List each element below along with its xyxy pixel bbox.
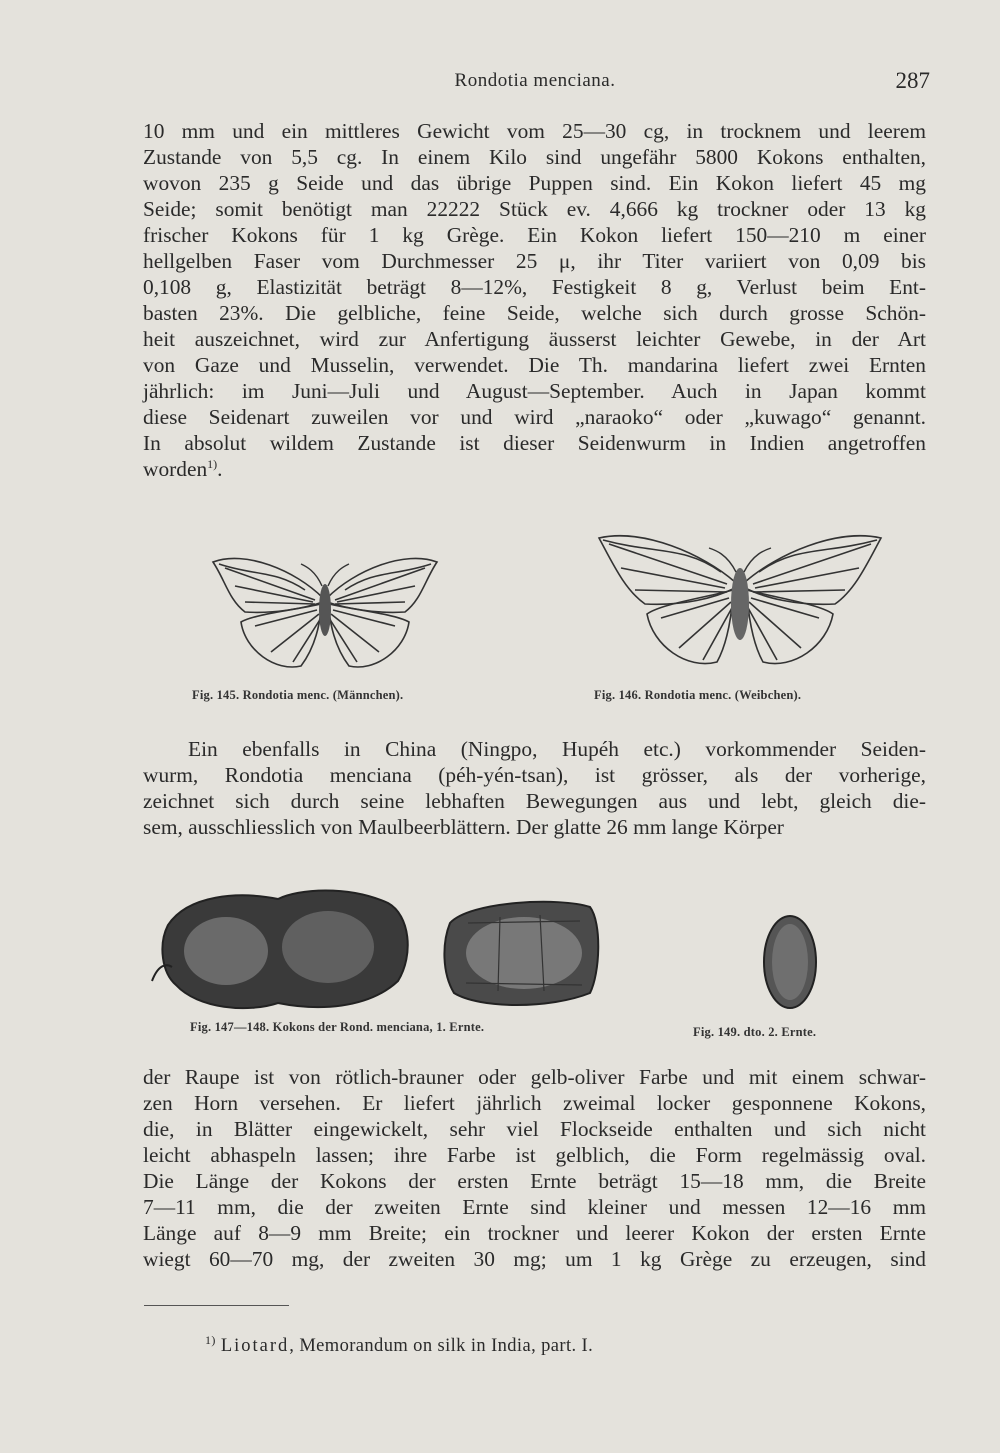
text-line: worden$^{1)}$. (143, 456, 223, 481)
running-head (140, 70, 930, 100)
text-line: 0,108 g, Elastizität beträgt 8—12%, Festigkeit 8 g, Verlust beim Ent- (143, 275, 926, 299)
text-line: diese Seidenart zuweilen vor und wird „naraoko“ oder „kuwago“ genannt. (143, 405, 926, 429)
text-line: 10 mm und ein mittleres Gewicht vom 25—30 cg, in trocknem und leerem (143, 119, 926, 143)
text-line: frischer Kokons für 1 kg Grège. Ein Kokon liefert 150—210 m einer (143, 223, 926, 247)
text-line: heit auszeichnet, wird zur Anfertigung äusserst leichter Gewebe, in der Art (143, 327, 926, 351)
text-line: zeichnet sich durch seine lebhaften Bewegungen aus und lebt, gleich die- (143, 789, 926, 813)
text-line: leicht abhaspeln lassen; ihre Farbe ist gelblich, die Form regelmässig oval. (143, 1143, 926, 1167)
paragraph-3 (143, 1064, 926, 1272)
text-line: der Raupe ist von rötlich-brauner oder gelb-oliver Farbe und mit einem schwar- (143, 1065, 926, 1089)
moth-female-illustration (595, 520, 885, 680)
text-line: Ein ebenfalls in China (Ningpo, Hupéh etc.) vorkommender Seiden- (188, 737, 926, 761)
paragraph-2 (143, 736, 926, 840)
page-number: 287 (895, 68, 930, 93)
footnote-marker: 1) (205, 1332, 216, 1347)
fig-145-caption: Fig. 145. Rondotia menc. (Männchen). (192, 688, 404, 702)
text-line: Länge auf 8—9 mm Breite; ein trockner und leerer Kokon der ersten Ernte (143, 1221, 926, 1245)
footnote-reference: 1) (207, 456, 218, 471)
text-line: sem, ausschliesslich von Maulbeerblättern. Der glatte 26 mm lange Körper (143, 815, 784, 839)
cocoon-first-harvest-illustration-b (440, 893, 605, 1013)
footnote (205, 1332, 594, 1357)
cocoon-first-harvest-illustration-a (148, 885, 418, 1015)
moth-male-illustration (205, 540, 445, 680)
text-line: von Gaze und Musselin, verwendet. Die Th. mandarina liefert zwei Ernten (143, 353, 926, 377)
running-title: Rondotia menciana. (454, 70, 616, 91)
paragraph-1 (143, 118, 926, 482)
cocoon-second-harvest-illustration (760, 912, 820, 1012)
footnote-rule (144, 1305, 289, 1306)
text-line: hellgelben Faser vom Durchmesser 25 μ, ihr Titer variiert von 0,09 bis (143, 249, 926, 273)
fig-147-148-caption: Fig. 147—148. Kokons der Rond. menciana, 1. Ernte. (190, 1020, 485, 1034)
text-line: basten 23%. Die gelbliche, feine Seide, welche sich durch grosse Schön- (143, 301, 926, 325)
footnote-author: Liotard (220, 1336, 290, 1356)
text-line: Seide; somit benötigt man 22222 Stück ev. 4,666 kg trockner oder 13 kg (143, 197, 926, 221)
text-line: In absolut wildem Zustande ist dieser Seidenwurm in Indien angetroffen (143, 431, 926, 455)
footnote-text: , Memorandum on silk in India, part. I. (289, 1336, 594, 1356)
text-line: Zustande von 5,5 cg. In einem Kilo sind ungefähr 5800 Kokons enthalten, (143, 145, 926, 169)
text-line: zen Horn versehen. Er liefert jährlich zweimal locker gesponnene Kokons, (143, 1091, 926, 1115)
text-line: wovon 235 g Seide und das übrige Puppen sind. Ein Kokon liefert 45 mg (143, 171, 926, 195)
text-line: 7—11 mm, die der zweiten Ernte sind kleiner und messen 12—16 mm (143, 1195, 926, 1219)
fig-149-caption: Fig. 149. dto. 2. Ernte. (693, 1025, 817, 1039)
fig-146-caption: Fig. 146. Rondotia menc. (Weibchen). (594, 688, 802, 702)
text-line: die, in Blätter eingewickelt, sehr viel Flockseide enthalten und sich nicht (143, 1117, 926, 1141)
text-line: Die Länge der Kokons der ersten Ernte beträgt 15—18 mm, die Breite (143, 1169, 926, 1193)
text-line: wurm, Rondotia menciana (péh-yén-tsan), ist grösser, als der vorherige, (143, 763, 926, 787)
text-line: wiegt 60—70 mg, der zweiten 30 mg; um 1 kg Grège zu erzeugen, sind (143, 1247, 926, 1271)
text-line: jährlich: im Juni—Juli und August—September. Auch in Japan kommt (143, 379, 926, 403)
